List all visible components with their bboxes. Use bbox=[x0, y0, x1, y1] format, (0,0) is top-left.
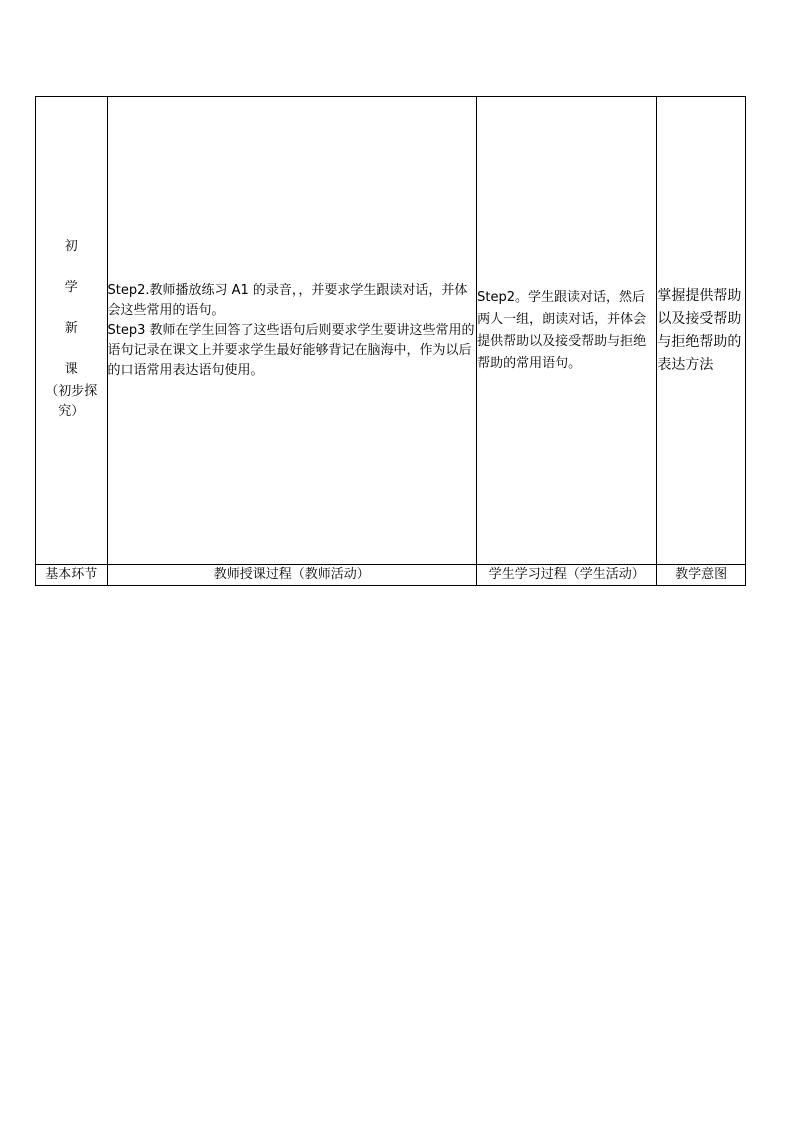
lesson-content-row bbox=[36, 97, 746, 565]
stage-char: 学 bbox=[64, 280, 78, 295]
header-student-process: 学生学习过程（学生活动） bbox=[477, 565, 657, 586]
stage-cell bbox=[36, 97, 108, 565]
stage-char: 新 bbox=[64, 321, 78, 336]
stage-char: 初 bbox=[64, 239, 78, 254]
student-step2-text: Step2。学生跟读对话，然后两人一组，朗读对话，并体会提供帮助以及接受帮助与拒绝帮助的常用语句。 bbox=[477, 289, 647, 371]
teaching-intent-cell bbox=[657, 97, 746, 565]
header-basic-stage: 基本环节 bbox=[36, 565, 108, 586]
student-activity-cell bbox=[477, 97, 657, 565]
header-row bbox=[36, 565, 746, 586]
stage-char: 课 bbox=[64, 362, 78, 377]
teacher-step2-text: Step2.教师播放练习 A1 的录音，，并要求学生跟读对话，并体会这些常用的语句。 bbox=[107, 282, 468, 318]
teaching-intent-text: 掌握提供帮助以及接受帮助与拒绝帮助的表达方法 bbox=[657, 287, 742, 373]
stage-subtitle-line1: （初步探 bbox=[45, 384, 98, 399]
teacher-activity-cell bbox=[107, 97, 477, 565]
header-teacher-process: 教师授课过程（教师活动） bbox=[107, 565, 477, 586]
header-teaching-intent: 教学意图 bbox=[657, 565, 746, 586]
stage-subtitle-line2: 究） bbox=[58, 404, 85, 419]
teacher-step3-text: Step3 教师在学生回答了这些语句后则要求学生要讲这些常用的语句记录在课文上并要求学生最好能够背记在脑海中，作为以后的口语常用表达语句使用。 bbox=[107, 322, 475, 378]
lesson-plan-table bbox=[35, 96, 746, 586]
